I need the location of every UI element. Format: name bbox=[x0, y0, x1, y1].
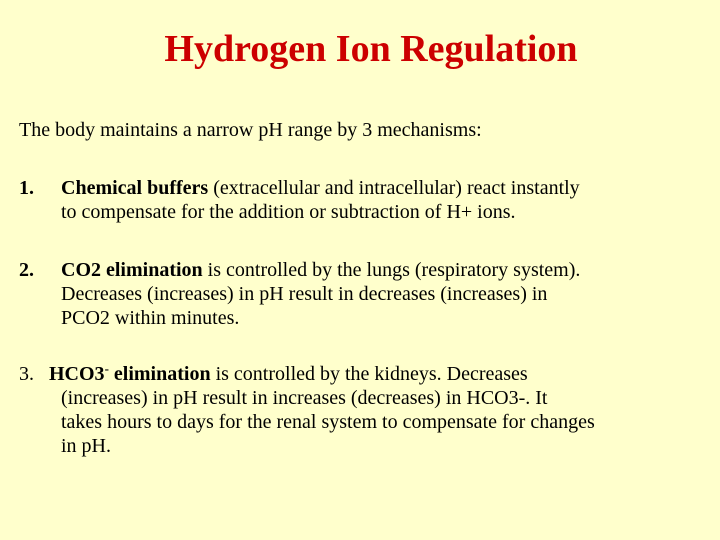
item-term-superscript: - bbox=[104, 361, 109, 376]
item-number: 1. bbox=[19, 177, 34, 199]
item-line bbox=[19, 362, 595, 386]
item-text: is controlled by the lungs (respiratory system). bbox=[202, 259, 581, 281]
list-item-3 bbox=[19, 362, 595, 458]
item-term: Chemical buffers bbox=[61, 177, 209, 199]
item-line: takes hours to days for the renal system to compensate for changes bbox=[61, 411, 595, 433]
item-number: 3. bbox=[19, 363, 34, 385]
item-body bbox=[61, 176, 711, 224]
item-body bbox=[61, 258, 711, 330]
item-line bbox=[61, 258, 711, 282]
item-line: (increases) in pH result in increases (decreases) in HCO3-. It bbox=[61, 387, 548, 409]
item-term: HCO3 bbox=[49, 363, 105, 385]
item-term: CO2 elimination bbox=[61, 259, 203, 281]
item-line: to compensate for the addition or subtraction of H+ ions. bbox=[61, 201, 516, 223]
item-line: in pH. bbox=[61, 435, 111, 457]
item-line: PCO2 within minutes. bbox=[61, 307, 240, 329]
item-term-rest: elimination bbox=[108, 363, 211, 385]
item-text: is controlled by the kidneys. Decreases bbox=[210, 363, 528, 385]
item-line bbox=[61, 176, 711, 200]
item-number: 2. bbox=[19, 259, 34, 281]
item-text: (extracellular and intracellular) react instantly bbox=[208, 177, 580, 199]
item-line: Decreases (increases) in pH result in decreases (increases) in bbox=[61, 283, 548, 305]
slide-title: Hydrogen Ion Regulation bbox=[164, 28, 578, 70]
intro-text: The body maintains a narrow pH range by 3 mechanisms: bbox=[19, 119, 482, 141]
